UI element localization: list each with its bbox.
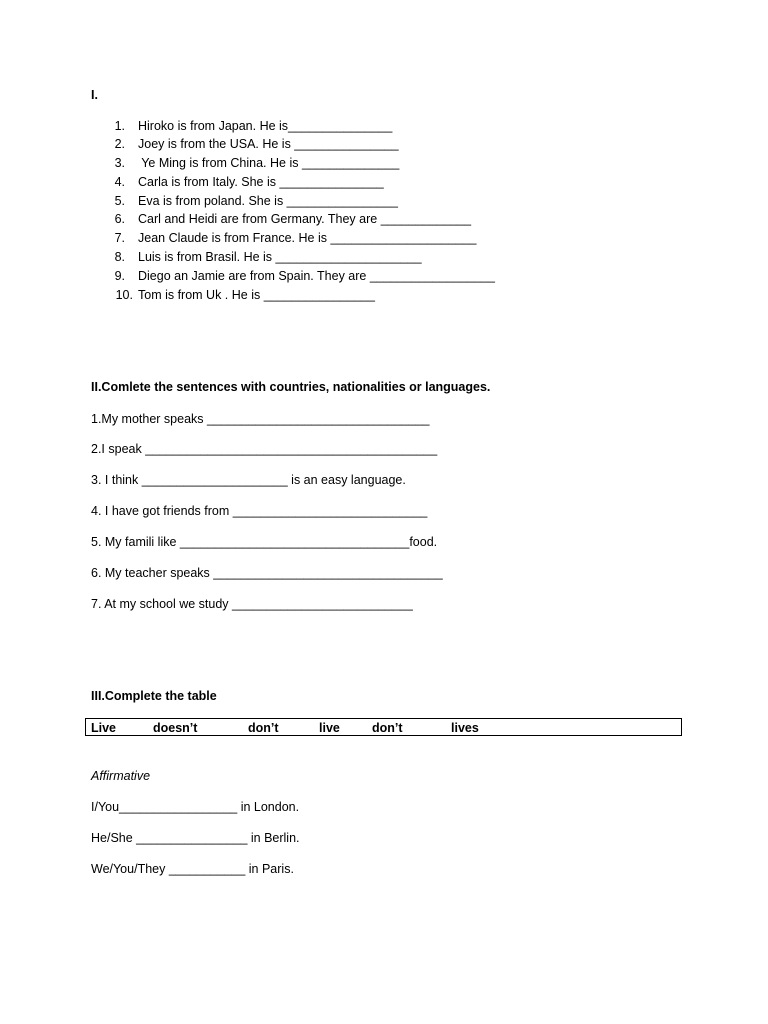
item-number: 2. <box>114 137 125 151</box>
section3-heading: III.Complete the table <box>91 689 217 703</box>
word-bank-item: live <box>319 721 340 735</box>
list-item: Carl and Heidi are from Germany. They are _____________ <box>138 212 472 226</box>
affirmative-subheading: Affirmative <box>91 769 151 783</box>
word-bank-item: Live <box>91 721 117 735</box>
word-bank-item: don’t <box>248 721 279 735</box>
list-item: Hiroko is from Japan. He is_______________ <box>138 119 393 133</box>
item-number: 8. <box>114 250 125 264</box>
table-item: I/You_________________ in London. <box>91 800 300 814</box>
sentence-item: 2.I speak __________________________________________ <box>91 442 438 456</box>
section2-heading: II.Comlete the sentences with countries, nationalities or languages. <box>91 380 491 394</box>
list-item: Tom is from Uk . He is ________________ <box>138 288 375 302</box>
item-number: 5. <box>114 194 125 208</box>
item-number: 1. <box>114 119 125 133</box>
section1-heading: I. <box>91 88 98 102</box>
sentence-item: 7. At my school we study __________________________ <box>91 597 413 611</box>
sentence-item: 3. I think _____________________ is an easy language. <box>91 473 406 487</box>
item-number: 3. <box>114 156 125 170</box>
item-number: 4. <box>114 175 125 189</box>
list-item: Joey is from the USA. He is _______________ <box>138 137 399 151</box>
sentence-item: 4. I have got friends from ____________________________ <box>91 504 428 518</box>
item-number: 7. <box>114 231 125 245</box>
table-item: We/You/They ___________ in Paris. <box>91 862 294 876</box>
sentence-item: 6. My teacher speaks _________________________________ <box>91 566 443 580</box>
item-number: 9. <box>114 269 125 283</box>
list-item: Eva is from poland. She is ________________ <box>138 194 398 208</box>
list-item: Diego an Jamie are from Spain. They are __________________ <box>138 269 495 283</box>
list-item: Jean Claude is from France. He is _____________________ <box>138 231 477 245</box>
item-number: 10. <box>115 288 133 302</box>
word-bank-item: don’t <box>372 721 403 735</box>
item-number: 6. <box>114 212 125 226</box>
list-item: Luis is from Brasil. He is _____________________ <box>138 250 422 264</box>
list-item: Ye Ming is from China. He is ______________ <box>138 156 400 170</box>
word-bank-item: doesn’t <box>153 721 198 735</box>
list-item: Carla is from Italy. She is _______________ <box>138 175 384 189</box>
sentence-item: 5. My famili like _________________________________food. <box>91 535 438 549</box>
table-item: He/She ________________ in Berlin. <box>91 831 300 845</box>
sentence-item: 1.My mother speaks ________________________________ <box>91 412 430 426</box>
word-bank-item: lives <box>451 721 479 735</box>
word-bank-box <box>85 718 682 736</box>
